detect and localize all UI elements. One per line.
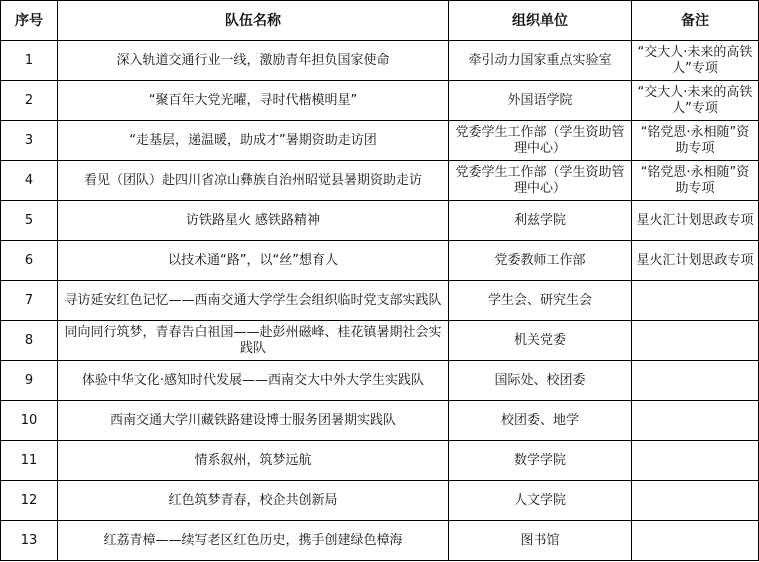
header-team-name: 队伍名称 [58,1,449,41]
cell-team-name: 红荔青樟——续写老区红色历史，携手创建绿色樟海 [58,521,449,561]
table-row [1,241,759,281]
cell-note: “交大人·未来的高铁人”专项 [632,41,759,81]
table-row [1,321,759,361]
cell-team-name: 看见（团队）赴四川省凉山彝族自治州昭觉县暑期资助走访 [58,161,449,201]
cell-note: 星火汇计划思政专项 [632,241,759,281]
cell-note [632,521,759,561]
cell-no: 13 [1,521,58,561]
cell-team-name: 红色筑梦青春，校企共创新局 [58,481,449,521]
cell-no: 3 [1,121,58,161]
cell-organizer: 校团委、地学 [449,401,632,441]
cell-no: 12 [1,481,58,521]
cell-team-name: 以技术通“路”，以“丝”想育人 [58,241,449,281]
cell-team-name: 同向同行筑梦，青春告白祖国——赴彭州磁峰、桂花镇暑期社会实践队 [58,321,449,361]
cell-organizer: 国际处、校团委 [449,361,632,401]
cell-no: 1 [1,41,58,81]
cell-team-name: 寻访延安红色记忆——西南交通大学学生会组织临时党支部实践队 [58,281,449,321]
cell-team-name: “走基层，递温暖，助成才”暑期资助走访团 [58,121,449,161]
cell-note [632,481,759,521]
header-no: 序号 [1,1,58,41]
cell-organizer: 党委学生工作部（学生资助管理中心） [449,161,632,201]
cell-no: 9 [1,361,58,401]
table-row [1,121,759,161]
table-row [1,81,759,121]
cell-organizer: 人文学院 [449,481,632,521]
cell-no: 7 [1,281,58,321]
cell-note: “交大人·未来的高铁人”专项 [632,81,759,121]
cell-organizer: 利兹学院 [449,201,632,241]
cell-organizer: 机关党委 [449,321,632,361]
table-row [1,401,759,441]
cell-team-name: 访铁路星火 感铁路精神 [58,201,449,241]
cell-team-name: 西南交通大学川藏铁路建设博士服务团暑期实践队 [58,401,449,441]
cell-team-name: 深入轨道交通行业一线，激励青年担负国家使命 [58,41,449,81]
cell-team-name: “聚百年大党光曜，寻时代楷模明星” [58,81,449,121]
header-organizer: 组织单位 [449,1,632,41]
cell-no: 4 [1,161,58,201]
cell-note: “铭党恩·永相随”资助专项 [632,121,759,161]
cell-organizer: 牵引动力国家重点实验室 [449,41,632,81]
cell-note: 星火汇计划思政专项 [632,201,759,241]
cell-note [632,361,759,401]
cell-note [632,281,759,321]
cell-organizer: 学生会、研究生会 [449,281,632,321]
cell-note: “铭党恩·永相随”资助专项 [632,161,759,201]
table-row [1,161,759,201]
cell-no: 10 [1,401,58,441]
cell-no: 8 [1,321,58,361]
table-row [1,41,759,81]
cell-organizer: 外国语学院 [449,81,632,121]
cell-note [632,441,759,481]
table-row [1,281,759,321]
cell-note [632,321,759,361]
cell-no: 11 [1,441,58,481]
header-row [1,1,759,41]
header-note: 备注 [632,1,759,41]
cell-no: 2 [1,81,58,121]
cell-no: 6 [1,241,58,281]
table-row [1,441,759,481]
cell-organizer: 党委教师工作部 [449,241,632,281]
cell-team-name: 体验中华文化·感知时代发展——西南交大中外大学生实践队 [58,361,449,401]
cell-no: 5 [1,201,58,241]
cell-note [632,401,759,441]
table-row [1,521,759,561]
cell-organizer: 党委学生工作部（学生资助管理中心） [449,121,632,161]
table-row [1,481,759,521]
table-row [1,201,759,241]
cell-organizer: 图书馆 [449,521,632,561]
cell-team-name: 情系叙州，筑梦远航 [58,441,449,481]
table-row [1,361,759,401]
cell-organizer: 数学学院 [449,441,632,481]
